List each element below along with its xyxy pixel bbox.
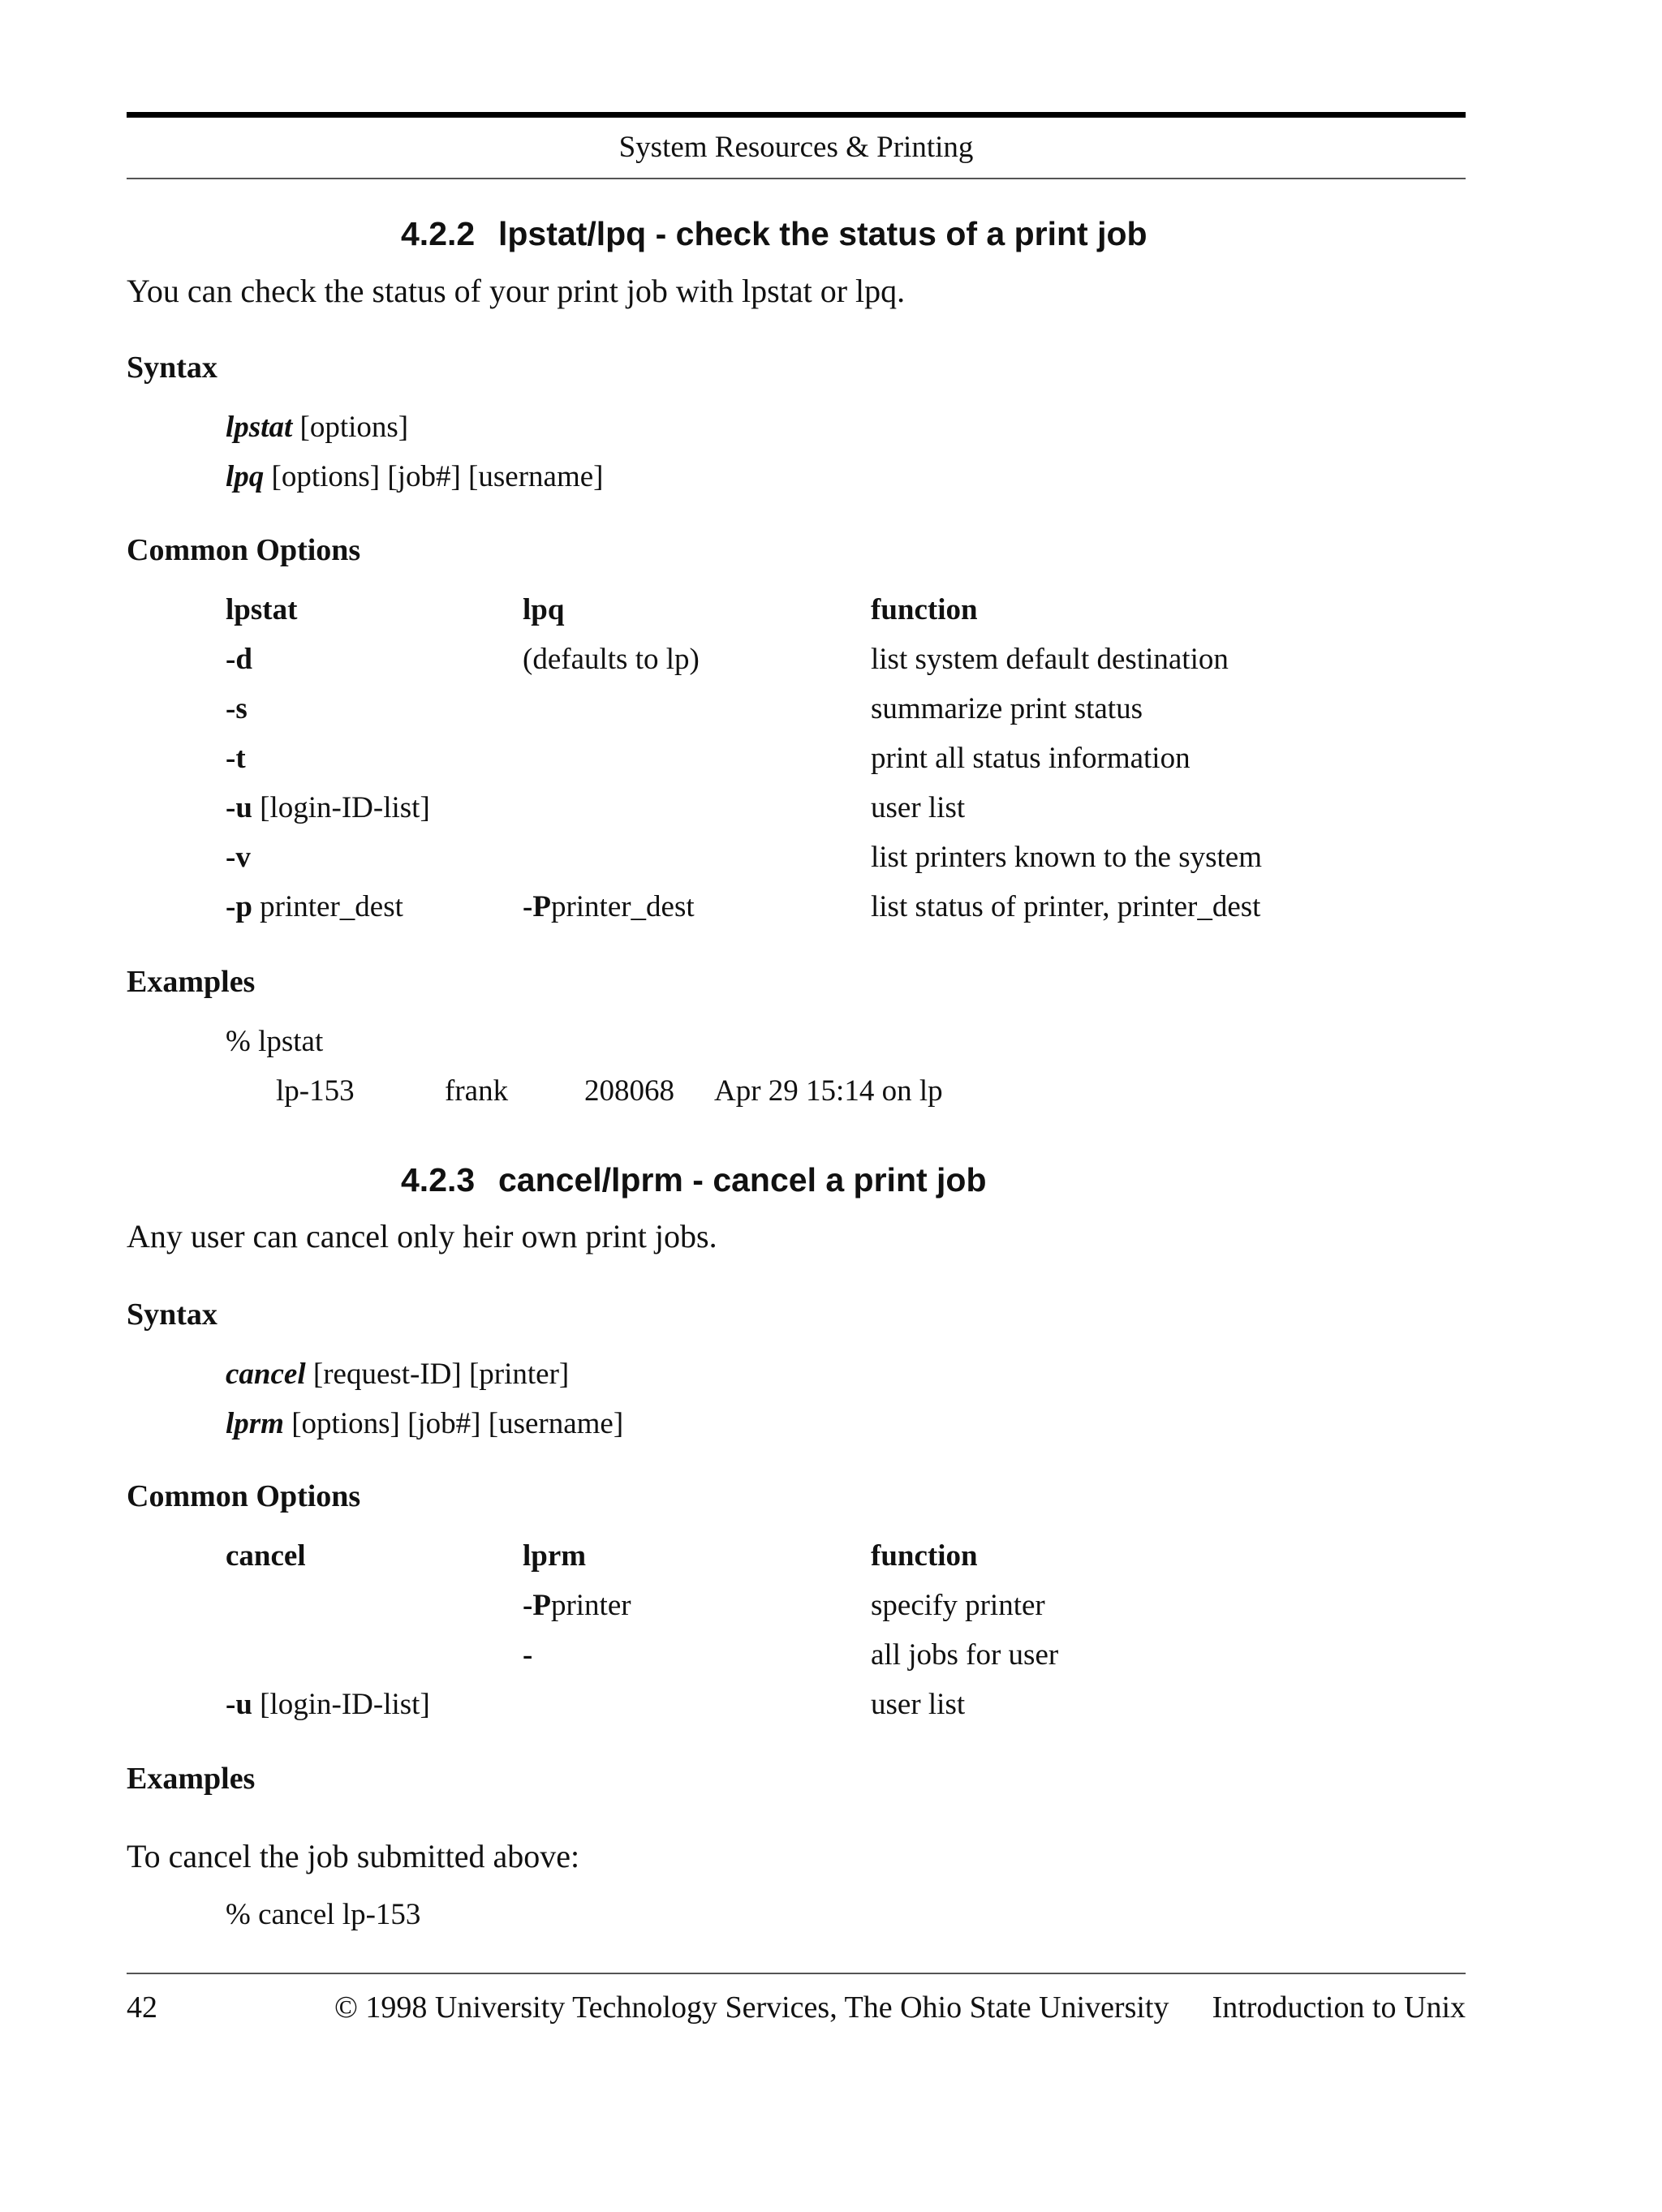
- command-name: cancel: [226, 1358, 306, 1391]
- column-header: lpq: [523, 593, 565, 626]
- table-row: [226, 790, 1362, 840]
- options-table: [226, 1539, 1362, 1736]
- syntax-line: [226, 410, 408, 445]
- section-title: cancel/lprm - cancel a print job: [498, 1161, 987, 1199]
- column-header: cancel: [226, 1539, 306, 1573]
- table-row: [226, 1687, 1362, 1736]
- section-number: 4.2.2: [401, 215, 476, 252]
- option-cell: -t: [226, 742, 246, 775]
- examples-heading: Examples: [127, 965, 256, 999]
- command-name: lprm: [226, 1407, 284, 1440]
- function-cell: list printers known to the system: [871, 841, 1262, 874]
- function-cell: list status of printer, printer_dest: [871, 890, 1261, 923]
- option-cell: -Pprinter_dest: [523, 890, 695, 923]
- header-top-rule: [127, 112, 1466, 118]
- section-heading-4-2-3: [401, 1161, 987, 1199]
- table-row: [226, 840, 1362, 889]
- page-number: 42: [127, 1990, 157, 2025]
- syntax-line: [226, 1357, 569, 1392]
- output-date: Apr 29 15:14 on lp: [714, 1074, 943, 1108]
- option-cell: -s: [226, 692, 248, 725]
- function-cell: specify printer: [871, 1589, 1045, 1622]
- options-table: [226, 592, 1362, 939]
- section-heading-4-2-2: [401, 215, 1147, 253]
- syntax-heading: Syntax: [127, 1298, 217, 1332]
- column-header: lprm: [523, 1539, 587, 1573]
- running-header-title: System Resources & Printing: [618, 131, 974, 164]
- example-output: [276, 1074, 1006, 1114]
- function-cell: user list: [871, 791, 966, 824]
- function-cell: summarize print status: [871, 692, 1143, 725]
- function-cell: list system default destination: [871, 643, 1229, 676]
- table-row: [226, 1588, 1362, 1637]
- option-cell: -: [523, 1638, 533, 1672]
- options-table-header: [226, 1539, 1362, 1588]
- common-options-heading: Common Options: [127, 533, 361, 567]
- copyright-notice: © 1998 University Technology Services, The Ohio State University: [334, 1990, 1169, 2025]
- section-intro: Any user can cancel only heir own print jobs.: [127, 1218, 717, 1254]
- section-intro: You can check the status of your print job with lpstat or lpq.: [127, 273, 906, 309]
- table-row: [226, 741, 1362, 790]
- column-header: function: [871, 593, 978, 626]
- option-cell: -v: [226, 841, 251, 874]
- command-args: [options] [job#] [username]: [283, 1407, 624, 1440]
- options-table-header: [226, 592, 1362, 642]
- function-cell: user list: [871, 1688, 966, 1721]
- function-cell: print all status information: [871, 742, 1191, 775]
- examples-heading: Examples: [127, 1762, 256, 1796]
- book-title: Introduction to Unix: [1212, 1990, 1466, 2025]
- column-header: lpstat: [226, 593, 298, 626]
- function-cell: all jobs for user: [871, 1638, 1059, 1672]
- option-cell: -p printer_dest: [226, 890, 403, 923]
- footer-rule: [127, 1973, 1466, 1974]
- table-row: [226, 889, 1362, 939]
- option-cell: -u [login-ID-list]: [226, 791, 430, 824]
- column-header: function: [871, 1539, 978, 1573]
- output-size: 208068: [584, 1074, 674, 1108]
- section-number: 4.2.3: [401, 1161, 476, 1199]
- option-cell: -d: [226, 643, 252, 676]
- option-cell: -u [login-ID-list]: [226, 1688, 430, 1721]
- command-name: lpstat: [226, 411, 293, 444]
- table-row: [226, 642, 1362, 691]
- example-command: % cancel lp-153: [226, 1898, 421, 1931]
- example-intro: To cancel the job submitted above:: [127, 1838, 580, 1874]
- command-args: [options]: [292, 411, 409, 444]
- command-name: lpq: [226, 460, 265, 493]
- command-args: [options] [job#] [username]: [264, 460, 604, 493]
- table-row: [226, 1637, 1362, 1687]
- page-footer: [127, 1990, 1466, 2030]
- option-cell: -Pprinter: [523, 1589, 631, 1622]
- syntax-heading: Syntax: [127, 351, 217, 385]
- header-bottom-rule: [127, 178, 1466, 179]
- option-cell: (defaults to lp): [523, 643, 700, 676]
- section-title: lpstat/lpq - check the status of a print job: [498, 215, 1147, 252]
- common-options-heading: Common Options: [127, 1479, 361, 1513]
- command-args: [request-ID] [printer]: [305, 1358, 570, 1391]
- syntax-line: [226, 1406, 623, 1441]
- output-user: frank: [445, 1074, 509, 1108]
- syntax-line: [226, 459, 603, 494]
- output-job-id: lp-153: [276, 1074, 355, 1108]
- table-row: [226, 691, 1362, 741]
- example-command: % lpstat: [226, 1025, 324, 1058]
